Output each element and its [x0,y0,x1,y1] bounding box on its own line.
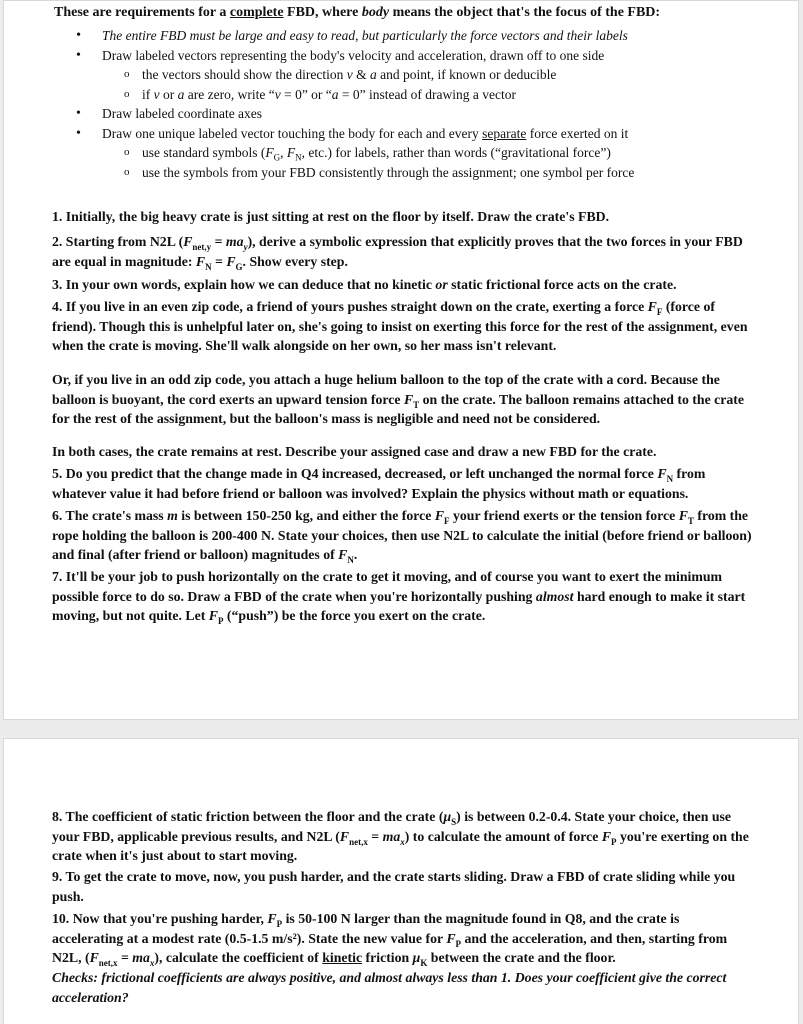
question-7: 7. It'll be your job to push horizontally on the crate to get it moving, and of course you want to exert the minimum possible force to do so. Draw a FBD of the crate when you're horizontally pushing almost hard enough to make it start moving, but not quite. Let $F_P$ (“push”) be the force you exert on the crate. [52,569,746,626]
question-5: 5. Do you predict that the change made in Q4 increased, decreased, or left unchanged the normal force $F_N$ from whatever value it had before friend or balloon was involved? Explain the physics without math or equations. [52,466,706,501]
question-2: 2. Starting from N2L $(F_{net,y} = ma_y)$, derive a symbolic expression that explicitly proves that the two forces in your FBD are equal in magnitude: $F_N = F_G$. Show every step. [52,234,743,272]
requirement-subitem: o the vectors should show the direction v & a and point, if known or deducible [124,65,764,85]
requirement-subitem: o if v or a are zero, write “v = 0” or “a = 0” instead of drawing a vector [124,85,764,105]
question-1: 1. Initially, the big heavy crate is just sitting at rest on the floor by itself. Draw the crate's FBD. [52,209,610,224]
requirement-item: • Draw one unique labeled vector touching the body for each and every separate force exerted on it o use standard symbols ($F_G$, $F_N$, etc.) for labels, rather than words (“gravitational force”) o use the symbols from your FBD consistently through the assignment; one symbol per force [84,124,764,183]
requirement-item: • Draw labeled coordinate axes [84,104,764,124]
checks-note: Checks: frictional coefficients are always positive, and almost always less than 1. Does your coefficient give the correct acceleration? [52,970,727,1005]
requirements-list [64,26,764,182]
question-6: 6. The crate's mass m is between 150-250 kg, and either the force $F_F$ your friend exerts or the tension force $F_T$ from the rope holding the balloon is 200-400 N. State your choices, then use N2L to calculate the initial (before friend or balloon) and final (after friend or balloon) magnitudes of $F_N$. [52,508,752,565]
requirement-subitem: o use the symbols from your FBD consistently through the assignment; one symbol per force [124,163,764,183]
worksheet-page-1 [3,0,799,720]
requirement-item: • The entire FBD must be large and easy to read, but particularly the force vectors and their labels [84,26,764,46]
question-10: 10. Now that you're pushing harder, $F_P$ is 50-100 N larger than the magnitude found in Q8, and the crate is accelerating at a modest rate (0.5-1.5 m/s²). State the new value for $F_P$ and the acceleration, and then, starting from N2L, $(F_{net,x} = ma_x)$, calculate the coefficient of kinetic friction $\mu_K$ between the crate and the floor. [52,911,728,968]
question-4: 4. If you live in an even zip code, a friend of yours pushes straight down on the crate, exerting a force $F_F$ (force of friend). Though this is unhelpful later on, she's going to insist on exerting this force for the rest of the assignment, even when the crate is moving. She'll walk alongside on her own, so her mass isn't relevant. [52,299,748,353]
question-8: 8. The coefficient of static friction between the floor and the crate $(\mu_S)$ is between 0.2-0.4. State your choice, then use your FBD, applicable previous results, and N2L $(F_{net,x} = ma_x)$ to calculate the amount of force $F_P$ you're exerting on the crate when it's just about to start moving. [52,809,749,863]
requirement-sublist [102,65,764,104]
question-3: 3. In your own words, explain how we can deduce that no kinetic or static frictional force acts on the crate. [52,277,677,292]
worksheet-page-2 [3,738,799,1024]
requirements-heading: These are requirements for a complete FBD, where body means the object that's the focus of the FBD: [54,5,661,20]
question-4-alternative: Or, if you live in an odd zip code, you attach a huge helium balloon to the top of the crate with a cord. Because the balloon is buoyant, the cord exerts an upward tension force $F_T$ on the crate. The balloon remains attached to the crate for the rest of the assignment, but the balloon's mass is negligible and need not be considered. [52,372,745,426]
requirement-item: • Draw labeled vectors representing the body's velocity and acceleration, drawn off to one side o the vectors should show the direction v & a and point, if known or deducible o if v or a are zero, write “v = 0” or “a = 0” instead of drawing a vector [84,46,764,105]
requirement-sublist [102,143,764,182]
requirement-subitem: o use standard symbols ($F_G$, $F_N$, etc.) for labels, rather than words (“gravitational force”) [124,143,764,163]
question-9: 9. To get the crate to move, now, you push harder, and the crate starts sliding. Draw a FBD of crate sliding while you push. [52,869,736,904]
question-4-instruction: In both cases, the crate remains at rest. Describe your assigned case and draw a new FBD for the crate. [52,444,657,459]
